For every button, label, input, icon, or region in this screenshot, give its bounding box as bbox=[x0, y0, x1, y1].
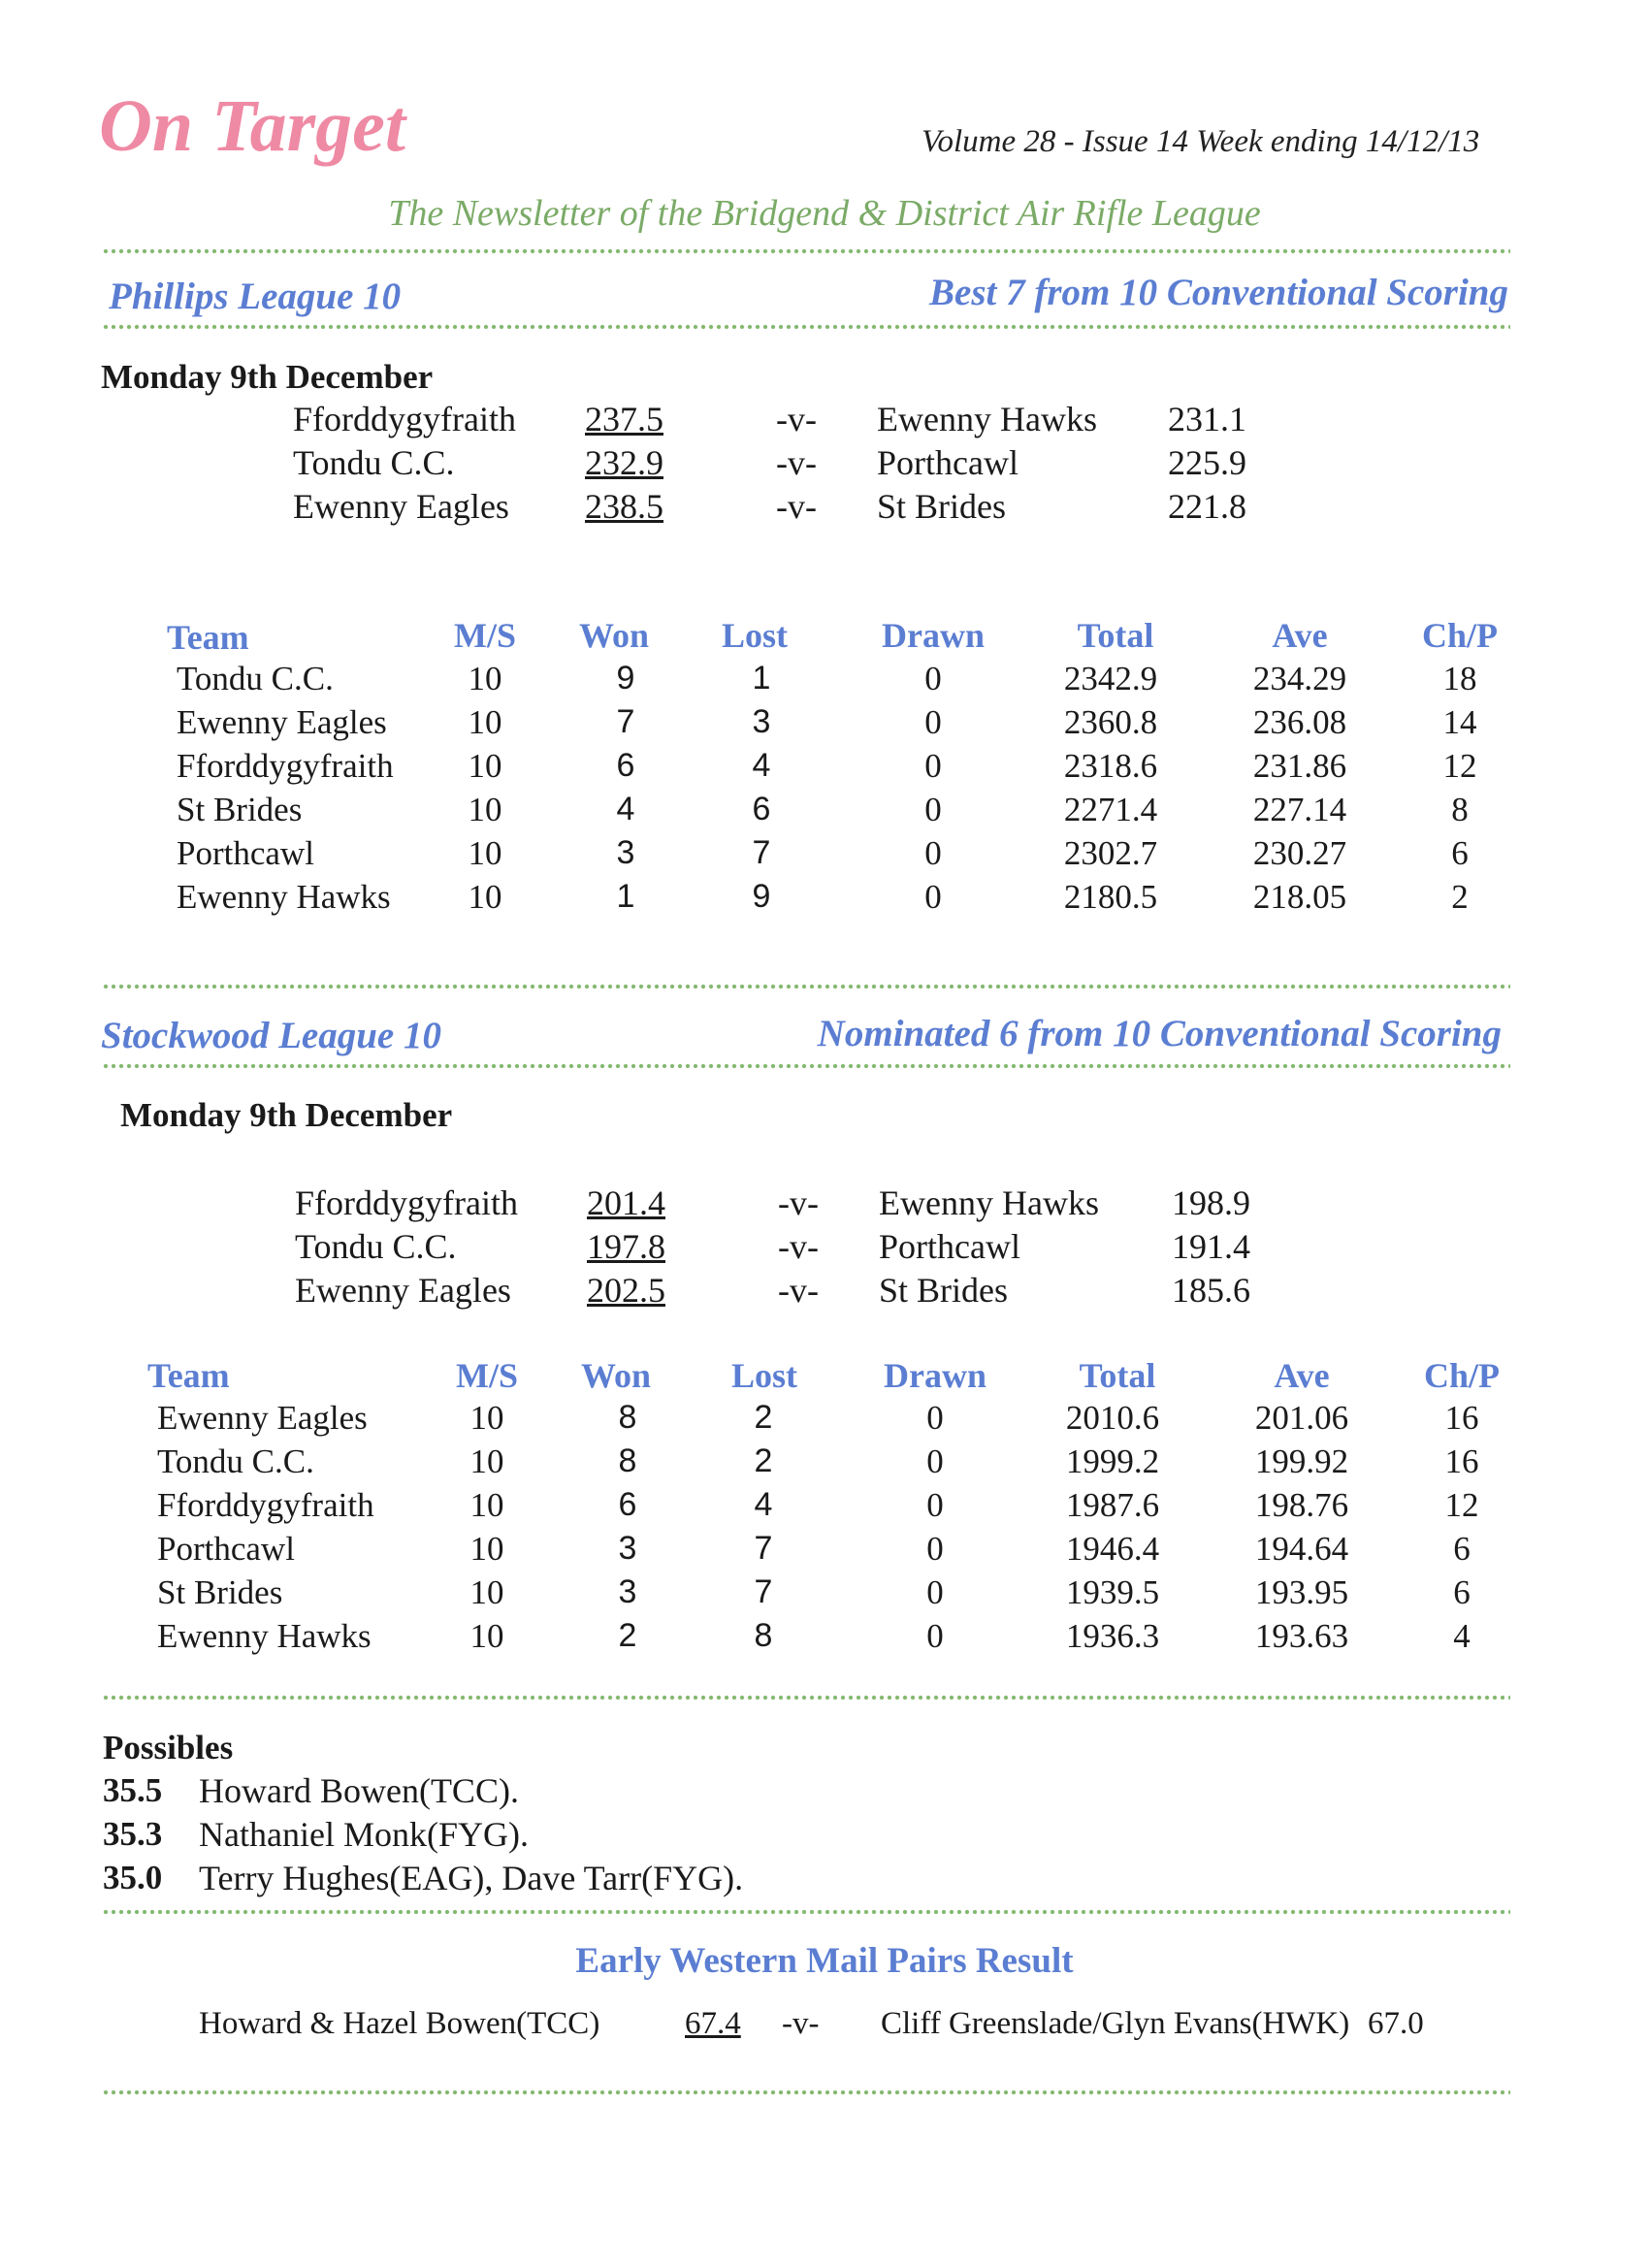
star-divider bbox=[102, 322, 1510, 332]
away-pair-score: 67.0 bbox=[1368, 2006, 1424, 2041]
drawn-value: 0 bbox=[924, 747, 942, 785]
col-header-lost: Lost bbox=[730, 1356, 797, 1395]
home-team: Tondu C.C. bbox=[295, 1227, 457, 1266]
home-pair: Howard & Hazel Bowen(TCC) bbox=[199, 2006, 600, 2041]
won-value: 3 bbox=[616, 834, 635, 871]
total-value: 2342.9 bbox=[1063, 660, 1158, 697]
points-value: 16 bbox=[1444, 1442, 1479, 1480]
lost-value: 1 bbox=[752, 660, 771, 697]
team-name: Fforddygyfraith bbox=[177, 747, 394, 785]
points-value: 14 bbox=[1442, 703, 1477, 741]
versus-label: -v- bbox=[782, 2006, 820, 2041]
col-header-team: Team bbox=[167, 618, 249, 657]
versus-label: -v- bbox=[776, 443, 817, 482]
col-header-ms: M/S bbox=[453, 616, 516, 655]
star-divider bbox=[102, 1907, 1510, 1917]
star-divider bbox=[102, 2088, 1510, 2097]
stockwood-match-date: Monday 9th December bbox=[120, 1096, 453, 1134]
average-value: 231.86 bbox=[1252, 747, 1347, 785]
team-name: Tondu C.C. bbox=[157, 1442, 314, 1480]
col-header-won: Won bbox=[578, 616, 650, 655]
total-value: 1999.2 bbox=[1065, 1442, 1160, 1480]
total-value: 1987.6 bbox=[1065, 1486, 1160, 1524]
won-value: 7 bbox=[616, 703, 635, 740]
team-name: St Brides bbox=[157, 1573, 283, 1611]
drawn-value: 0 bbox=[926, 1573, 944, 1611]
star-divider bbox=[102, 246, 1510, 256]
drawn-value: 0 bbox=[924, 703, 942, 741]
drawn-value: 0 bbox=[926, 1486, 944, 1524]
points-value: 6 bbox=[1451, 834, 1469, 872]
col-header-ave: Ave bbox=[1272, 616, 1328, 655]
away-pair: Cliff Greenslade/Glyn Evans(HWK) bbox=[881, 2006, 1350, 2041]
won-value: 9 bbox=[616, 660, 635, 697]
possible-shooters: Nathaniel Monk(FYG). bbox=[199, 1815, 529, 1854]
average-value: 218.05 bbox=[1252, 878, 1347, 916]
ms-value: 10 bbox=[468, 660, 502, 697]
team-name: Ewenny Hawks bbox=[157, 1617, 372, 1655]
drawn-value: 0 bbox=[924, 878, 942, 916]
points-value: 12 bbox=[1442, 747, 1477, 785]
possible-shooters: Terry Hughes(EAG), Dave Tarr(FYG). bbox=[199, 1859, 744, 1897]
home-team: Ewenny Eagles bbox=[293, 487, 509, 526]
away-team: St Brides bbox=[877, 487, 1007, 526]
total-value: 1936.3 bbox=[1065, 1617, 1160, 1655]
home-team: Ewenny Eagles bbox=[295, 1271, 511, 1310]
versus-label: -v- bbox=[778, 1271, 819, 1310]
lost-value: 7 bbox=[754, 1573, 773, 1610]
team-name: St Brides bbox=[177, 791, 303, 828]
ms-value: 10 bbox=[469, 1486, 504, 1524]
stockwood-scoring-rule: Nominated 6 from 10 Conventional Scoring bbox=[817, 1013, 1502, 1054]
stockwood-league-title: Stockwood League 10 bbox=[101, 1015, 441, 1056]
away-team: Porthcawl bbox=[879, 1227, 1020, 1266]
drawn-value: 0 bbox=[924, 791, 942, 828]
won-value: 2 bbox=[618, 1617, 637, 1654]
col-header-drawn: Drawn bbox=[882, 616, 985, 655]
home-score: 238.5 bbox=[585, 487, 663, 526]
ms-value: 10 bbox=[468, 878, 502, 916]
total-value: 2302.7 bbox=[1063, 834, 1158, 872]
phillips-scoring-rule: Best 7 from 10 Conventional Scoring bbox=[929, 272, 1508, 313]
total-value: 2318.6 bbox=[1063, 747, 1158, 785]
lost-value: 7 bbox=[754, 1530, 773, 1567]
ms-value: 10 bbox=[468, 834, 502, 872]
won-value: 8 bbox=[618, 1442, 637, 1479]
home-team: Fforddygyfraith bbox=[295, 1183, 518, 1222]
lost-value: 6 bbox=[752, 791, 771, 827]
col-header-ave: Ave bbox=[1274, 1356, 1330, 1395]
points-value: 16 bbox=[1444, 1399, 1479, 1437]
home-score: 232.9 bbox=[585, 443, 663, 482]
average-value: 234.29 bbox=[1252, 660, 1347, 697]
average-value: 201.06 bbox=[1254, 1399, 1349, 1437]
team-name: Ewenny Hawks bbox=[177, 878, 391, 916]
total-value: 1946.4 bbox=[1065, 1530, 1160, 1568]
ms-value: 10 bbox=[469, 1399, 504, 1437]
average-value: 230.27 bbox=[1252, 834, 1347, 872]
team-name: Porthcawl bbox=[177, 834, 314, 872]
drawn-value: 0 bbox=[924, 834, 942, 872]
lost-value: 7 bbox=[752, 834, 771, 871]
won-value: 6 bbox=[618, 1486, 637, 1523]
total-value: 2180.5 bbox=[1063, 878, 1158, 916]
ms-value: 10 bbox=[469, 1573, 504, 1611]
ms-value: 10 bbox=[469, 1442, 504, 1480]
ms-value: 10 bbox=[468, 747, 502, 785]
possibles-heading: Possibles bbox=[103, 1729, 234, 1766]
points-value: 4 bbox=[1453, 1617, 1471, 1655]
star-divider bbox=[102, 982, 1510, 991]
team-name: Ewenny Eagles bbox=[157, 1399, 368, 1437]
away-score: 198.9 bbox=[1172, 1183, 1250, 1222]
average-value: 198.76 bbox=[1254, 1486, 1349, 1524]
ms-value: 10 bbox=[469, 1617, 504, 1655]
lost-value: 2 bbox=[754, 1399, 773, 1436]
versus-label: -v- bbox=[776, 400, 817, 438]
lost-value: 9 bbox=[752, 878, 771, 915]
col-header-team: Team bbox=[147, 1356, 230, 1395]
home-score: 201.4 bbox=[587, 1183, 665, 1222]
col-header-drawn: Drawn bbox=[884, 1356, 986, 1395]
newsletter-subtitle: The Newsletter of the Bridgend & District Air Rifle League bbox=[388, 193, 1261, 234]
col-header-ms: M/S bbox=[455, 1356, 518, 1395]
team-name: Porthcawl bbox=[157, 1530, 295, 1568]
ms-value: 10 bbox=[468, 791, 502, 828]
newsletter-title: On Target bbox=[99, 85, 406, 167]
away-score: 231.1 bbox=[1168, 400, 1246, 438]
possible-shooters: Howard Bowen(TCC). bbox=[199, 1771, 519, 1810]
points-value: 6 bbox=[1453, 1573, 1471, 1611]
lost-value: 4 bbox=[754, 1486, 773, 1523]
drawn-value: 0 bbox=[926, 1399, 944, 1437]
team-name: Ewenny Eagles bbox=[177, 703, 387, 741]
drawn-value: 0 bbox=[926, 1442, 944, 1480]
points-value: 6 bbox=[1453, 1530, 1471, 1568]
total-value: 2360.8 bbox=[1063, 703, 1158, 741]
total-value: 1939.5 bbox=[1065, 1573, 1160, 1611]
possible-score: 35.5 bbox=[103, 1771, 163, 1809]
versus-label: -v- bbox=[776, 487, 817, 526]
drawn-value: 0 bbox=[926, 1617, 944, 1655]
ms-value: 10 bbox=[468, 703, 502, 741]
lost-value: 8 bbox=[754, 1617, 773, 1654]
points-value: 18 bbox=[1442, 660, 1477, 697]
star-divider bbox=[102, 1061, 1510, 1071]
average-value: 193.95 bbox=[1254, 1573, 1349, 1611]
won-value: 1 bbox=[616, 878, 635, 915]
issue-info: Volume 28 - Issue 14 Week ending 14/12/13 bbox=[922, 124, 1480, 159]
col-header-lost: Lost bbox=[721, 616, 788, 655]
possible-score: 35.0 bbox=[103, 1859, 163, 1896]
col-header-total: Total bbox=[1077, 616, 1154, 655]
versus-label: -v- bbox=[778, 1227, 819, 1266]
away-team: St Brides bbox=[879, 1271, 1009, 1310]
average-value: 199.92 bbox=[1254, 1442, 1349, 1480]
won-value: 6 bbox=[616, 747, 635, 784]
home-score: 237.5 bbox=[585, 400, 663, 438]
col-header-won: Won bbox=[580, 1356, 652, 1395]
total-value: 2271.4 bbox=[1063, 791, 1158, 828]
lost-value: 2 bbox=[754, 1442, 773, 1479]
home-score: 197.8 bbox=[587, 1227, 665, 1266]
lost-value: 3 bbox=[752, 703, 771, 740]
drawn-value: 0 bbox=[926, 1530, 944, 1568]
won-value: 8 bbox=[618, 1399, 637, 1436]
lost-value: 4 bbox=[752, 747, 771, 784]
team-name: Fforddygyfraith bbox=[157, 1486, 374, 1524]
home-pair-score: 67.4 bbox=[685, 2006, 741, 2041]
away-team: Ewenny Hawks bbox=[877, 400, 1097, 438]
away-score: 191.4 bbox=[1172, 1227, 1250, 1266]
col-header-chp: Ch/P bbox=[1421, 616, 1498, 655]
away-score: 221.8 bbox=[1168, 487, 1246, 526]
phillips-league-title: Phillips League 10 bbox=[109, 275, 402, 317]
won-value: 3 bbox=[618, 1573, 637, 1610]
won-value: 4 bbox=[616, 791, 635, 827]
home-team: Tondu C.C. bbox=[293, 443, 455, 482]
average-value: 227.14 bbox=[1252, 791, 1347, 828]
col-header-chp: Ch/P bbox=[1423, 1356, 1500, 1395]
won-value: 3 bbox=[618, 1530, 637, 1567]
away-team: Ewenny Hawks bbox=[879, 1183, 1099, 1222]
ewm-pairs-heading: Early Western Mail Pairs Result bbox=[575, 1941, 1074, 1981]
total-value: 2010.6 bbox=[1065, 1399, 1160, 1437]
away-score: 185.6 bbox=[1172, 1271, 1250, 1310]
possible-score: 35.3 bbox=[103, 1815, 163, 1853]
points-value: 12 bbox=[1444, 1486, 1479, 1524]
phillips-match-date: Monday 9th December bbox=[101, 358, 434, 396]
points-value: 8 bbox=[1451, 791, 1469, 828]
average-value: 194.64 bbox=[1254, 1530, 1349, 1568]
points-value: 2 bbox=[1451, 878, 1469, 916]
away-score: 225.9 bbox=[1168, 443, 1246, 482]
col-header-total: Total bbox=[1079, 1356, 1156, 1395]
drawn-value: 0 bbox=[924, 660, 942, 697]
versus-label: -v- bbox=[778, 1183, 819, 1222]
home-team: Fforddygyfraith bbox=[293, 400, 516, 438]
home-score: 202.5 bbox=[587, 1271, 665, 1310]
average-value: 193.63 bbox=[1254, 1617, 1349, 1655]
average-value: 236.08 bbox=[1252, 703, 1347, 741]
team-name: Tondu C.C. bbox=[177, 660, 334, 697]
away-team: Porthcawl bbox=[877, 443, 1018, 482]
star-divider bbox=[102, 1693, 1510, 1702]
ms-value: 10 bbox=[469, 1530, 504, 1568]
